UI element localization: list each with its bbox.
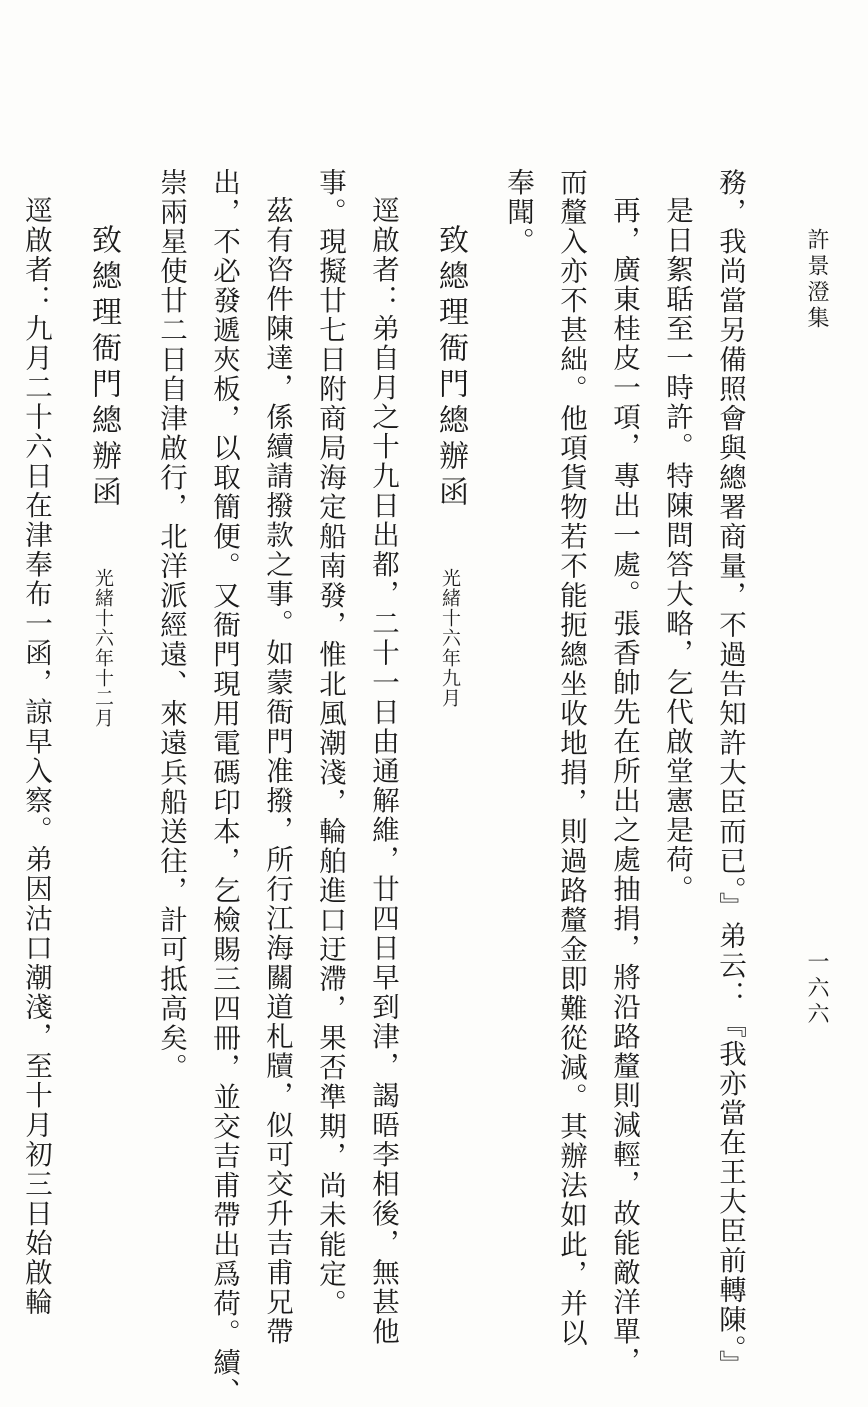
- text-column: 出，不必發遞夾板，以取簡便。又衙門現用電碼印本，乞檢賜三四冊，並交吉甫帶出爲荷。續、: [208, 168, 240, 1407]
- text-column: [0, 168, 9, 1138]
- text-column: 務，我尚當另備照會與總署商量，不過告知許大臣而已。』弟云：『我亦當在王大臣前轉陳。』: [714, 168, 746, 1380]
- letter-title: [423, 168, 477, 1138]
- text-column: 崇兩星使廿二日自津啟行，北洋派經遠、來遠兵船送往，計可抵高矣。: [155, 168, 187, 1083]
- text-column: 茲有咨件陳達，係續請撥款之事。如蒙衙門准撥，所行江海關道札牘，似可交升吉甫兄帶: [261, 196, 293, 1347]
- text-column: 逕啟者：弟自月之十九日出都，二十一日由通解維，廿四日早到津，謁晤李相後，無甚他: [367, 196, 399, 1347]
- text-column: 是日絮聒至一時許。特陳問答大略，乞代啟堂憲是荷。: [661, 196, 693, 904]
- letter-title: [76, 168, 130, 1138]
- page-number: 一六六: [804, 950, 829, 1028]
- text-column: 事。現擬廿七日附商局海定船南發，惟北風潮淺，輪舶進口迂滯，果否準期，尚未能定。: [314, 168, 346, 1319]
- letter-date: 光緒十六年九月: [439, 568, 461, 708]
- running-head-title: 許景澄集: [804, 228, 829, 332]
- letter-date: 光緒十六年十二月: [92, 568, 114, 728]
- letter-title-text: 致總理衙門總辦函: [433, 224, 468, 512]
- text-column: 奉聞。: [502, 168, 534, 257]
- letter-title-text: 致總理衙門總辦函: [86, 224, 121, 512]
- text-column: 逕啟者：九月二十六日在津奉布一函，諒早入察。弟因沽口潮淺，至十月初三日始啟輪: [20, 196, 52, 1317]
- text-column: 再，廣東桂皮一項，專出一處。張香帥先在所出之處抽捐，將沿路釐則減輕，故能敵洋單，: [608, 196, 640, 1376]
- text-column: 而釐入亦不甚絀。他項貨物若不能扼總坐收地捐，則過路釐金即難從減。其辦法如此，并以: [555, 168, 587, 1348]
- vertical-text-body: [20, 168, 756, 1407]
